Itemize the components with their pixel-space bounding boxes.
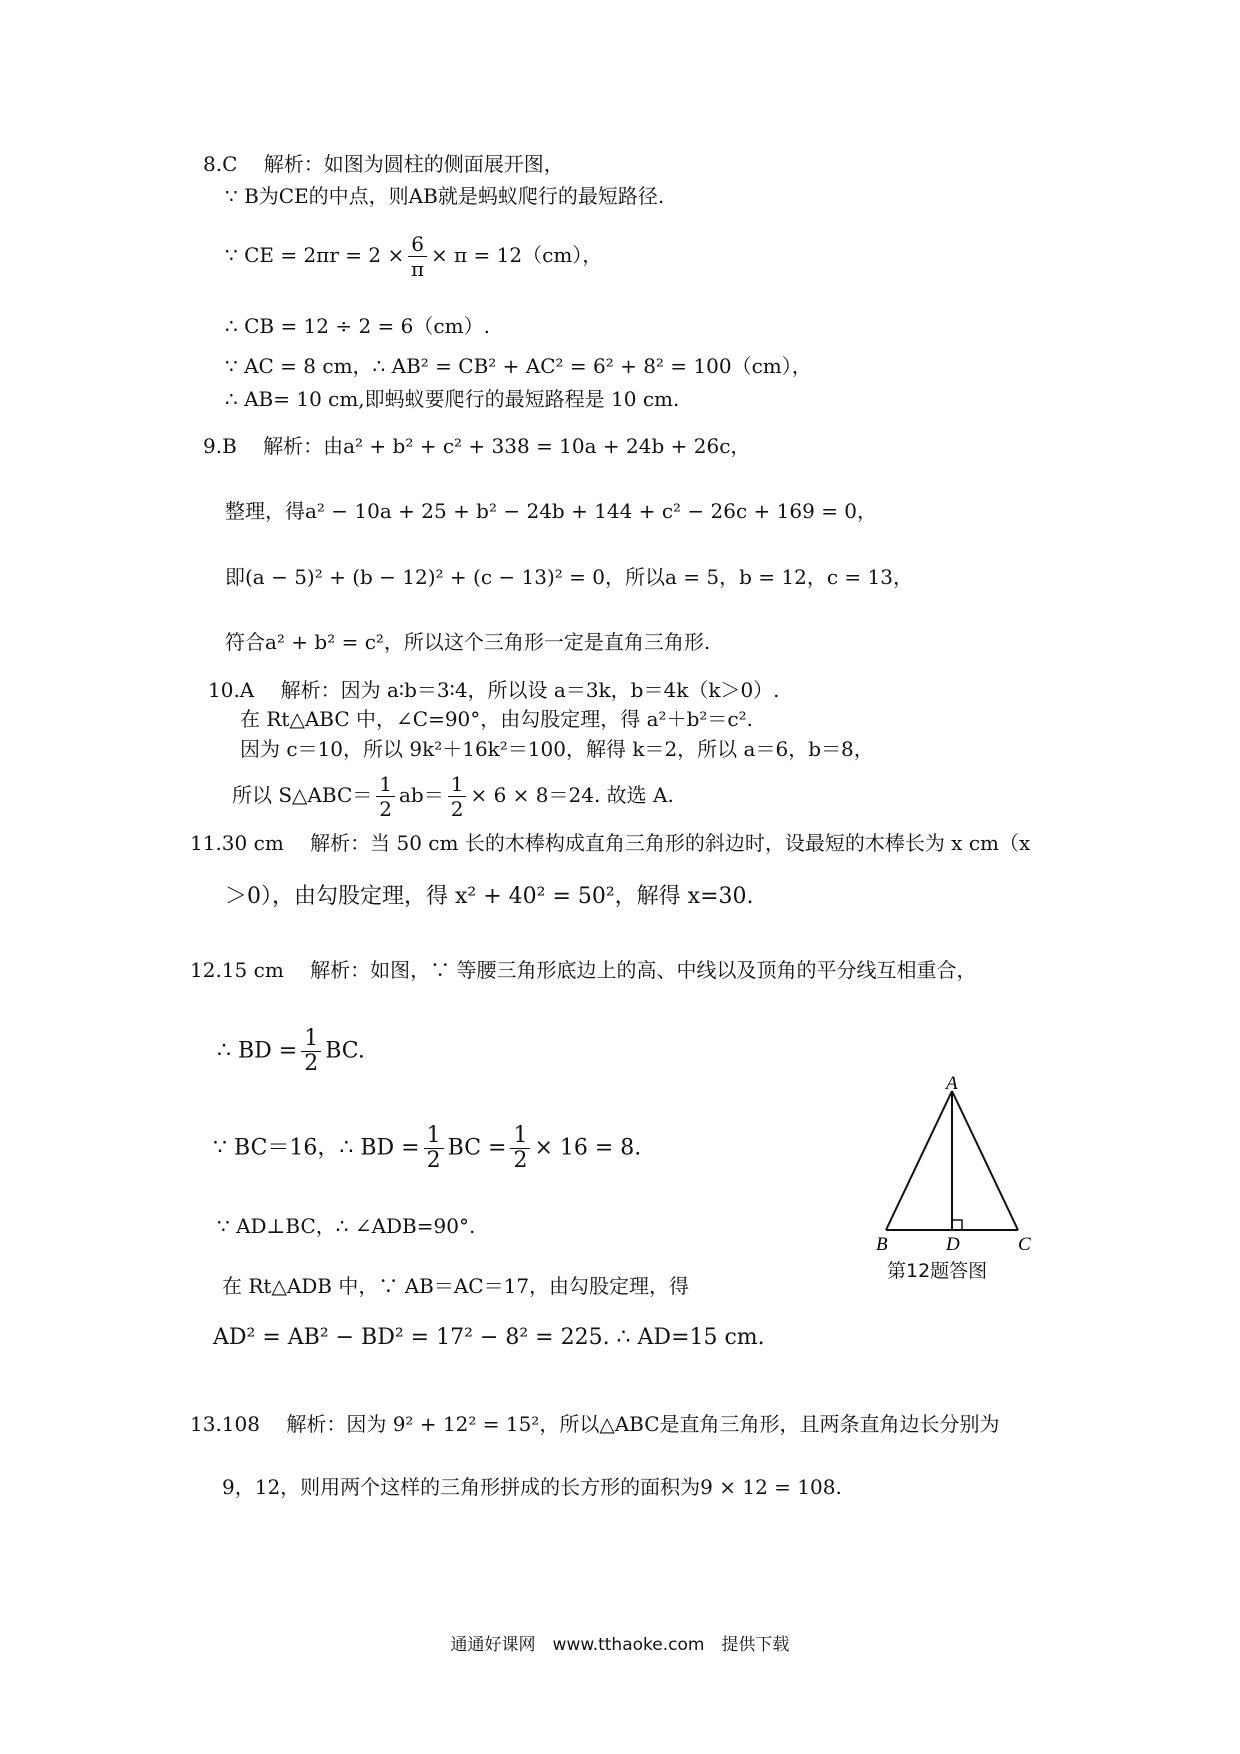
q8-fraction-numerator: 6 bbox=[408, 232, 427, 257]
q10-line-2: 因为 c＝10，所以 9k²＋16k²＝100，解得 k＝2，所以 a＝6，b＝8， bbox=[240, 737, 874, 761]
q10-line-3-text-a: 所以 S△ABC＝ bbox=[232, 783, 373, 807]
q12-line-3: ∵ AD⊥BC，∴ ∠ADB=90°. bbox=[217, 1214, 476, 1238]
q8-line-5: ∴ AB= 10 cm,即蚂蚁要爬行的最短路程是 10 cm. bbox=[225, 387, 680, 411]
q8-line-1: ∵ B为CE的中点，则AB就是蚂蚁爬行的最短路径. bbox=[225, 184, 665, 208]
q8-fraction bbox=[408, 232, 427, 281]
q12-fraction-3-numerator: 1 bbox=[510, 1124, 530, 1149]
q10-line-1: 在 Rt△ABC 中，∠C=90°，由勾股定理，得 a²＋b²＝c². bbox=[240, 707, 753, 731]
q12-line-2-text-b: BC = bbox=[447, 1135, 507, 1161]
q10-fraction-1-denominator: 2 bbox=[379, 797, 392, 821]
q10-fraction-2-denominator: 2 bbox=[450, 797, 464, 821]
q12-fraction-2-denominator: 2 bbox=[426, 1148, 441, 1173]
q8-fraction-denominator: π bbox=[410, 257, 425, 281]
q13-heading: 13.108 解析：因为 9² + 12² = 15²，所以△ABC是直角三角形，且两条直角边长分别为 bbox=[190, 1412, 1000, 1436]
side-ac bbox=[952, 1091, 1018, 1230]
q11-line-1: ＞0），由勾股定理，得 x² + 40² = 50²，解得 x=30. bbox=[225, 884, 754, 909]
triangle-figure bbox=[870, 1075, 1040, 1260]
q9-line-1: 整理，得a² − 10a + 25 + b² − 24b + 144 + c² − 26c + 169 = 0， bbox=[225, 499, 878, 523]
q12-line-1-text-a: ∴ BD = bbox=[217, 1038, 298, 1064]
q12-fraction-2 bbox=[424, 1124, 444, 1173]
q13-line-1: 9，12，则用两个这样的三角形拼成的长方形的面积为9 × 12 = 108. bbox=[222, 1475, 842, 1499]
q12-heading: 12.15 cm 解析：如图，∵ 等腰三角形底边上的高、中线以及顶角的平分线互相重合， bbox=[190, 958, 977, 982]
q12-fraction-3 bbox=[510, 1124, 530, 1173]
vertex-label-b: B bbox=[876, 1234, 888, 1255]
q12-line-5: AD² = AB² − BD² = 17² − 8² = 225. ∴ AD=15 cm. bbox=[213, 1325, 765, 1350]
q11-heading: 11.30 cm 解析：当 50 cm 长的木棒构成直角三角形的斜边时，设最短的木棒长为 x cm（x bbox=[190, 831, 1031, 855]
q12-line-1 bbox=[217, 1027, 365, 1076]
q12-fraction-3-denominator: 2 bbox=[513, 1148, 528, 1173]
q12-line-2-text-c: × 16 = 8. bbox=[534, 1135, 642, 1161]
vertex-label-d: D bbox=[946, 1234, 960, 1255]
q10-line-3-text-b: ab＝ bbox=[399, 783, 444, 807]
q12-line-2-text-a: ∵ BC＝16，∴ BD = bbox=[213, 1135, 420, 1161]
q12-fraction-1 bbox=[301, 1027, 321, 1076]
q10-fraction-2 bbox=[448, 772, 467, 821]
q12-fraction-1-denominator: 2 bbox=[304, 1051, 319, 1076]
vertex-label-c: C bbox=[1018, 1234, 1031, 1255]
q9-heading: 9.B 解析：由a² + b² + c² + 338 = 10a + 24b + 26c， bbox=[203, 434, 751, 458]
q8-line-2-text-a: ∵ CE = 2πr = 2 × bbox=[225, 243, 405, 267]
q12-fraction-1-numerator: 1 bbox=[301, 1027, 321, 1052]
q10-heading: 10.A 解析：因为 a∶b＝3∶4，所以设 a＝3k，b＝4k（k＞0）. bbox=[208, 678, 780, 702]
q12-line-2 bbox=[213, 1124, 641, 1173]
q8-line-4: ∵ AC = 8 cm，∴ AB² = CB² + AC² = 6² + 8² = 100（cm）， bbox=[225, 354, 812, 378]
q12-line-1-text-b: BC. bbox=[325, 1038, 365, 1064]
side-ab bbox=[886, 1091, 952, 1230]
q12-line-4: 在 Rt△ADB 中，∵ AB＝AC＝17，由勾股定理，得 bbox=[222, 1274, 690, 1298]
q12-fraction-2-numerator: 1 bbox=[424, 1124, 444, 1149]
q10-fraction-1-numerator: 1 bbox=[376, 772, 395, 797]
q10-line-3 bbox=[232, 772, 674, 821]
q8-line-2 bbox=[225, 232, 602, 281]
figure-caption: 第12题答图 bbox=[887, 1260, 988, 1282]
q8-line-2-text-b: × π = 12（cm）， bbox=[430, 243, 603, 267]
q8-line-3: ∴ CB = 12 ÷ 2 = 6（cm）. bbox=[225, 314, 490, 338]
q9-line-3: 符合a² + b² = c²，所以这个三角形一定是直角三角形. bbox=[225, 630, 711, 654]
q10-line-3-text-c: × 6 × 8＝24. 故选 A. bbox=[470, 783, 674, 807]
q9-line-2: 即(a − 5)² + (b − 12)² + (c − 13)² = 0，所以a = 5，b = 12，c = 13， bbox=[225, 565, 913, 589]
q8-heading: 8.C 解析：如图为圆柱的侧面展开图， bbox=[203, 152, 564, 176]
vertex-label-a: A bbox=[946, 1075, 958, 1094]
right-angle-mark bbox=[952, 1220, 962, 1230]
q10-fraction-2-numerator: 1 bbox=[448, 772, 467, 797]
q10-fraction-1 bbox=[376, 772, 395, 821]
footer-source: 通通好课网 www.tthaoke.com 提供下载 bbox=[450, 1635, 790, 1655]
